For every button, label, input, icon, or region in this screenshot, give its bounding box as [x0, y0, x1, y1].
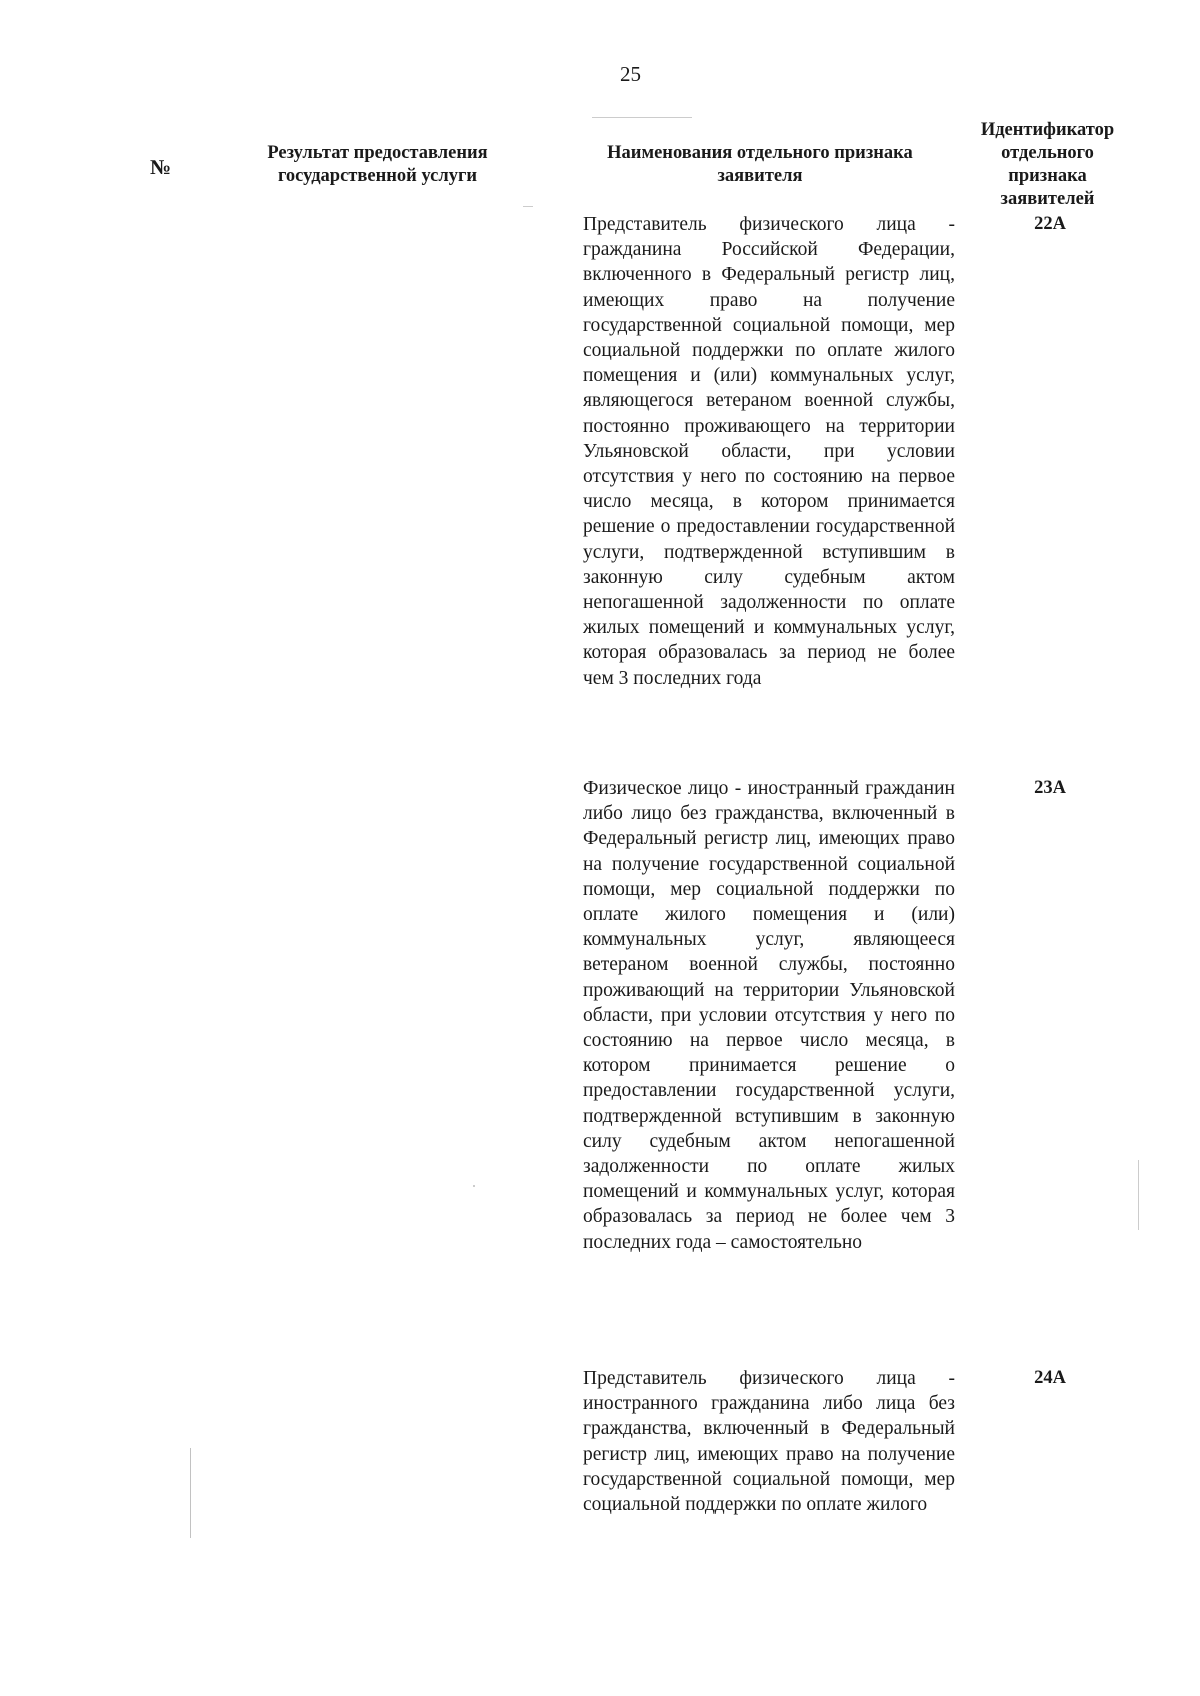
- column-header-applicant-attribute: Наименования отдельного признака заявителя: [607, 143, 913, 186]
- scan-artifact: [473, 1185, 475, 1187]
- column-header-number: №: [150, 155, 172, 179]
- scan-artifact: [523, 206, 533, 207]
- applicant-attribute-id: 24А: [1034, 1368, 1066, 1388]
- applicant-attribute-id: 22А: [1034, 214, 1066, 234]
- scan-artifact: [190, 1448, 191, 1538]
- column-header-result: Результат предоставления государственной услуги: [267, 143, 488, 186]
- applicant-attribute-text: Представитель физического лица - гражданина Российской Федерации, включенного в Федеральный регистр лиц, имеющих право на получение государственной социальной помощи, мер социальной поддержки по оплате жилого помещения и (или) коммунальных услуг, являющегося ветераном военной службы, постоянно проживающего на территории Ульяновской области, при условии отсутствия у него по состоянию на первое число месяца, в котором принимается решение о предоставлении государственной услуги, подтвержденной вступившим в законную силу судебным актом непогашенной задолженности по оплате жилых помещений и коммунальных услуг, которая образовалась за период не более чем 3 последних года: [583, 214, 955, 689]
- scan-artifact: [592, 117, 692, 118]
- applicant-attribute-id: 23А: [1034, 778, 1066, 798]
- applicant-attribute-text: Представитель физического лица - иностранного гражданина либо лица без гражданства, включенный в Федеральный регистр лиц, имеющих право на получение государственной социальной помощи, мер социальной поддержки по оплате жилого: [583, 1368, 955, 1516]
- page-number: 25: [620, 62, 641, 86]
- applicant-attribute-text: Физическое лицо - иностранный гражданин либо лицо без гражданства, включенный в Федеральный регистр лиц, имеющих право на получение государственной социальной помощи, мер социальной поддержки по оплате жилого помещения и (или) коммунальных услуг, являющееся ветераном военной службы, постоянно проживающий на территории Ульяновской области, при условии отсутствия у него по состоянию на первое число месяца, в котором принимается решение о предоставлении государственной услуги, подтвержденной вступившим в законную силу судебным актом непогашенной задолженности по оплате жилых помещений и коммунальных услуг, которая образовалась за период не более чем 3 последних года – самостоятельно: [583, 778, 955, 1253]
- scan-artifact: [1138, 1160, 1139, 1230]
- column-header-identifier: Идентификатор отдельного признака заявителей: [980, 120, 1115, 209]
